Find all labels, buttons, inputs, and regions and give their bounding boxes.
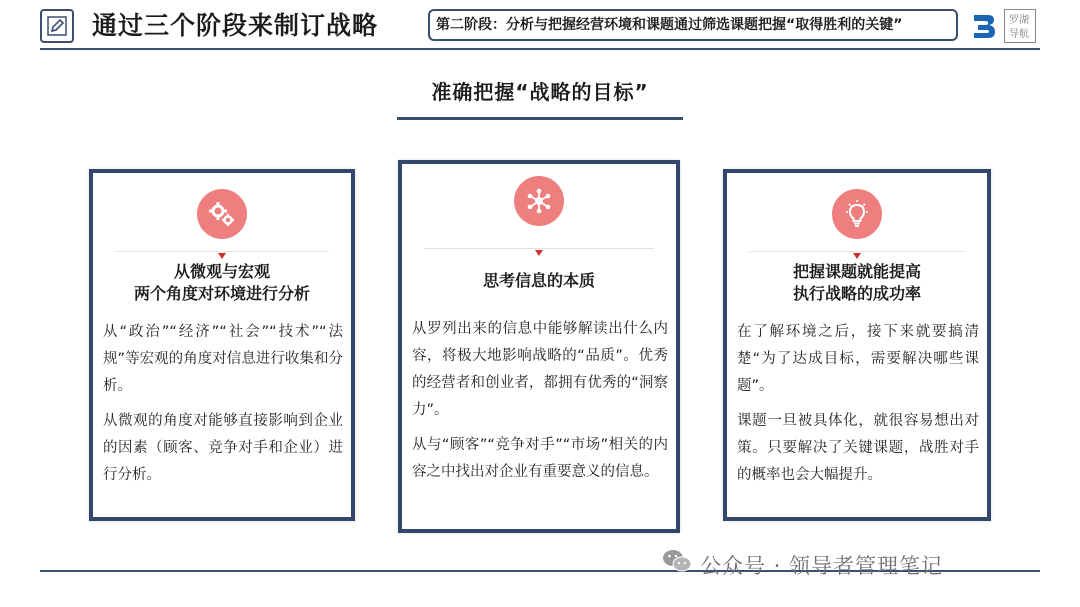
- card-paragraph: 从微观的角度对能够直接影响到企业的因素（顾客、竞争对手和企业）进行分析。: [103, 413, 343, 483]
- header-subtitle: 第二阶段：分析与把握经营环境和课题通过筛选课题把握“取得胜利的关键”: [428, 9, 958, 41]
- card-paragraph: 从罗列出来的信息中能够解读出什么内容，将极大地影响战略的“品质”。优秀的经营者和创业者，都拥有优秀的“洞察力”。: [412, 321, 668, 418]
- card-title-line: 执行战略的成功率: [792, 284, 921, 303]
- card-paragraph: 从“政治”“经济”“社会”“技术”“法规”等宏观的角度对信息进行收集和分析。: [103, 324, 343, 394]
- card-body: [412, 316, 668, 494]
- card-paragraph: 课题一旦被具体化，就很容易想出对策。只要解决了关键课题，战胜对手的概率也会大幅提升。: [737, 413, 979, 483]
- card-title-line: 思考信息的本质: [482, 271, 595, 290]
- header-title: 通过三个阶段来制订战略: [92, 11, 379, 40]
- network-icon: [514, 176, 564, 226]
- pencil-logo-icon: [40, 9, 74, 43]
- card-paragraph: 在了解环境之后，接下来就要搞清楚“为了达成目标，需要解决哪些课题”。: [737, 324, 979, 394]
- card-divider: [424, 248, 654, 249]
- card-information-essence: [398, 160, 680, 533]
- watermark-text: 公众号 · 领导者管理笔记: [700, 554, 944, 578]
- brand-logo-icon: [972, 11, 998, 41]
- triangle-marker-icon: [853, 253, 861, 259]
- card-title-line: 从微观与宏观: [173, 262, 270, 281]
- triangle-marker-icon: [218, 253, 226, 259]
- card-title-line: 把握课题就能提高: [792, 262, 921, 281]
- triangle-marker-icon: [535, 250, 543, 256]
- card-grasp-issues: [723, 169, 991, 521]
- card-body: [103, 319, 343, 497]
- lightbulb-icon: [832, 189, 882, 239]
- gears-icon: [197, 189, 247, 239]
- card-macro-micro: [89, 169, 355, 521]
- svg-text:导航: 导航: [1009, 29, 1029, 40]
- section-title: 准确把握“战略的目标”: [431, 80, 649, 104]
- card-divider: [115, 251, 329, 252]
- card-divider: [749, 251, 965, 252]
- card-title: [402, 270, 676, 292]
- wechat-icon: [662, 548, 692, 585]
- watermark: [662, 548, 943, 584]
- header-divider: [40, 48, 1040, 50]
- section-underline: [397, 117, 683, 120]
- brand-stamp: [1004, 9, 1036, 43]
- card-title: [727, 261, 987, 305]
- card-title-line: 两个角度对环境进行分析: [133, 284, 310, 303]
- card-title: [93, 261, 351, 305]
- card-paragraph: 从与“顾客”“竞争对手”“市场”相关的内容之中找出对企业有重要意义的信息。: [412, 437, 668, 480]
- card-body: [737, 319, 979, 497]
- svg-text:罗湖: 罗湖: [1009, 15, 1029, 26]
